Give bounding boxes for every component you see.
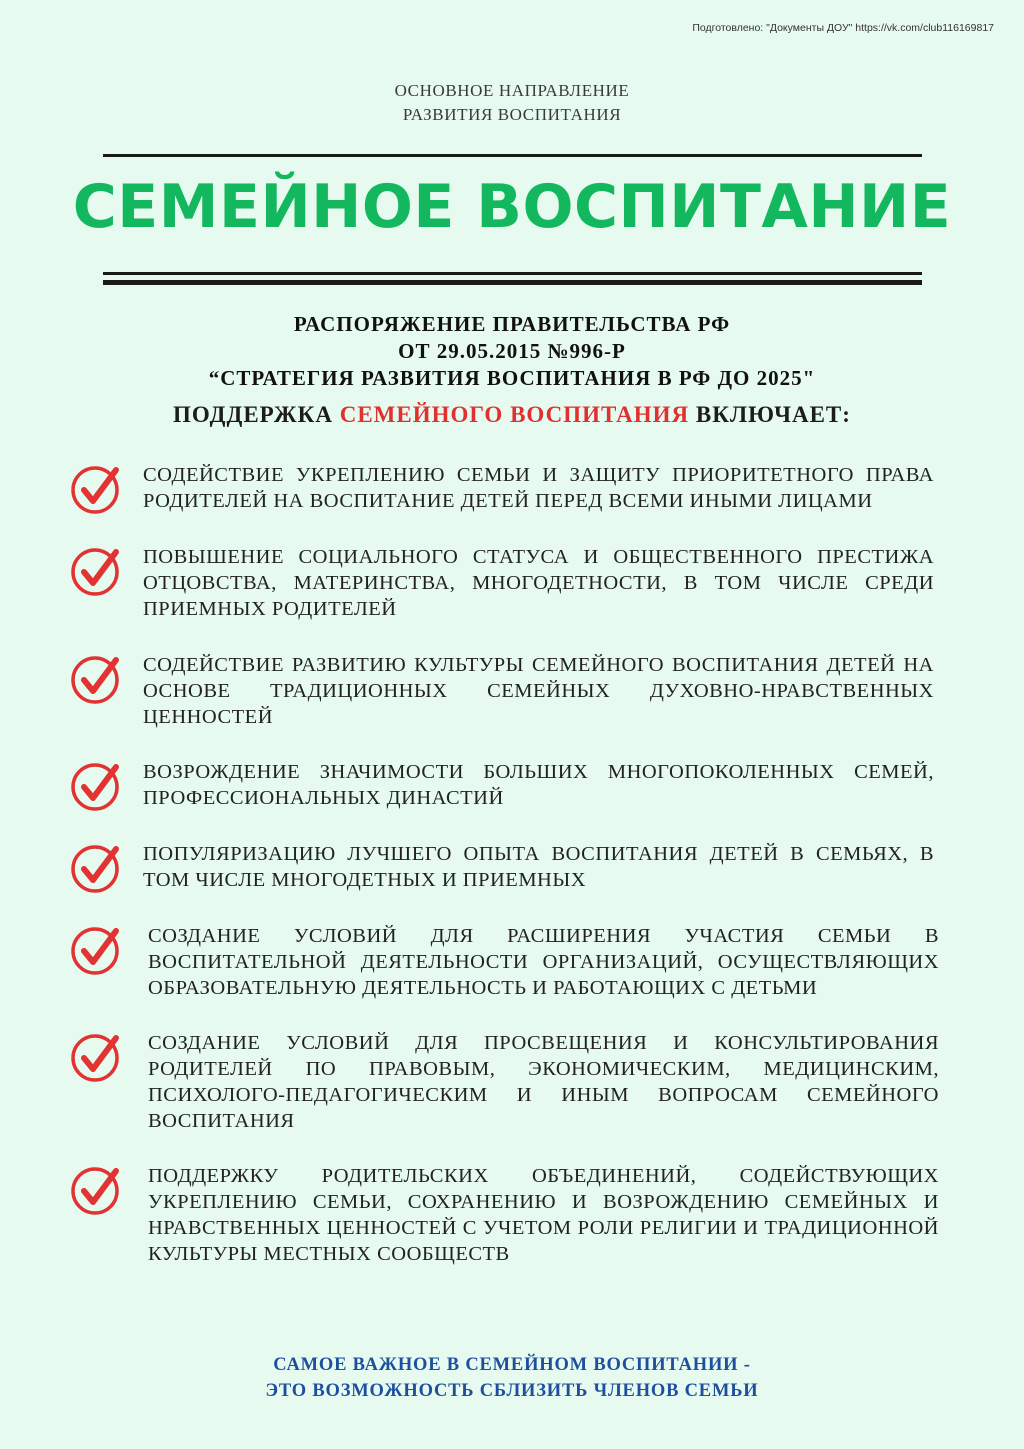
heading-lead: ПОДДЕРЖКА (173, 402, 340, 427)
list-item (70, 462, 934, 522)
list-item (70, 1163, 939, 1269)
decree-line-3: “СТРАТЕГИЯ РАЗВИТИЯ ВОСПИТАНИЯ В РФ ДО 2025" (208, 366, 816, 390)
check-circle-icon (70, 1030, 124, 1084)
check-circle-icon (70, 759, 124, 813)
double-divider-thin (103, 272, 922, 275)
list-item (70, 544, 934, 624)
page-title: СЕМЕЙНОЕ ВОСПИТАНИЕ (72, 172, 952, 242)
check-circle-icon (70, 1163, 124, 1217)
heading-accent: СЕМЕЙНОГО ВОСПИТАНИЯ (339, 402, 690, 427)
footer-quote (0, 1352, 1024, 1404)
item-text: СОДЕЙСТВИЕ УКРЕПЛЕНИЮ СЕМЬИ И ЗАЩИТУ ПРИОРИТЕТНОГО ПРАВА РОДИТЕЛЕЙ НА ВОСПИТАНИЕ ДЕТЕЙ ПЕРЕД ВСЕМИ ИНЫМИ ЛИЦАМИ (143, 464, 934, 512)
check-circle-icon (70, 923, 124, 977)
item-text: СОЗДАНИЕ УСЛОВИЙ ДЛЯ ПРОСВЕЩЕНИЯ И КОНСУЛЬТИРОВАНИЯ РОДИТЕЛЕЙ ПО ПРАВОВЫМ, ЭКОНОМИЧЕСКИМ, МЕДИЦИНСКИМ, ПСИХОЛОГО-ПЕДАГОГИЧЕСКИМ И ИНЫМ ВОПРОСАМ СЕМЕЙНОГО ВОСПИТАНИЯ (148, 1032, 939, 1132)
double-divider-thick (103, 280, 922, 285)
item-text: ВОЗРОЖДЕНИЕ ЗНАЧИМОСТИ БОЛЬШИХ МНОГОПОКОЛЕННЫХ СЕМЕЙ, ПРОФЕССИОНАЛЬНЫХ ДИНАСТИЙ (143, 761, 934, 809)
list-item (70, 1030, 939, 1136)
item-text: ПОПУЛЯРИЗАЦИЮ ЛУЧШЕГО ОПЫТА ВОСПИТАНИЯ ДЕТЕЙ В СЕМЬЯХ, В ТОМ ЧИСЛЕ МНОГОДЕТНЫХ И ПРИЕМНЫХ (143, 843, 934, 891)
item-text: СОДЕЙСТВИЕ РАЗВИТИЮ КУЛЬТУРЫ СЕМЕЙНОГО ВОСПИТАНИЯ ДЕТЕЙ НА ОСНОВЕ ТРАДИЦИОННЫХ СЕМЕЙНЫХ ДУХОВНО-НРАВСТВЕННЫХ ЦЕННОСТЕЙ (143, 654, 934, 728)
kicker (0, 79, 1024, 127)
kicker-line-1: ОСНОВНОЕ НАПРАВЛЕНИЕ (394, 81, 630, 100)
kicker-line-2: РАЗВИТИЯ ВОСПИТАНИЯ (402, 105, 622, 124)
decree-line-2: ОТ 29.05.2015 №996-Р (398, 339, 626, 363)
decree-reference (0, 311, 1024, 392)
check-circle-icon (70, 652, 124, 706)
footer-line-1: САМОЕ ВАЖНОЕ В СЕМЕЙНОМ ВОСПИТАНИИ - (273, 1355, 751, 1375)
list-item (70, 923, 939, 1003)
check-circle-icon (70, 841, 124, 895)
decree-line-1: РАСПОРЯЖЕНИЕ ПРАВИТЕЛЬСТВА РФ (293, 312, 731, 336)
footer-line-2: ЭТО ВОЗМОЖНОСТЬ СБЛИЗИТЬ ЧЛЕНОВ СЕМЬИ (265, 1381, 759, 1401)
item-text: СОЗДАНИЕ УСЛОВИЙ ДЛЯ РАСШИРЕНИЯ УЧАСТИЯ СЕМЬИ В ВОСПИТАТЕЛЬНОЙ ДЕЯТЕЛЬНОСТИ ОРГАНИЗАЦИЙ, ОСУЩЕСТВЛЯЮЩИХ ОБРАЗОВАТЕЛЬНУЮ ДЕЯТЕЛЬНОСТЬ И РАБОТАЮЩИХ С ДЕТЬМИ (148, 925, 939, 999)
list-item (70, 652, 934, 732)
check-circle-icon (70, 544, 124, 598)
list-item (70, 759, 934, 815)
list-item (70, 841, 934, 897)
top-divider (103, 154, 922, 157)
heading-tail: ВКЛЮЧАЕТ: (689, 402, 851, 427)
item-text: ПОДДЕРЖКУ РОДИТЕЛЬСКИХ ОБЪЕДИНЕНИЙ, СОДЕЙСТВУЮЩИХ УКРЕПЛЕНИЮ СЕМЬИ, СОХРАНЕНИЮ И ВОЗРОЖДЕНИЮ СЕМЕЙНЫХ И НРАВСТВЕННЫХ ЦЕННОСТЕЙ С УЧЕТОМ РОЛИ РЕЛИГИИ И ТРАДИЦИОННОЙ КУЛЬТУРЫ МЕСТНЫХ СООБЩЕСТВ (148, 1165, 939, 1265)
check-circle-icon (70, 462, 124, 516)
credit-line: Подготовлено: "Документы ДОУ" https://vk.com/club116169817 (692, 22, 994, 34)
item-text: ПОВЫШЕНИЕ СОЦИАЛЬНОГО СТАТУСА И ОБЩЕСТВЕННОГО ПРЕСТИЖА ОТЦОВСТВА, МАТЕРИНСТВА, МНОГОДЕТНОСТИ, В ТОМ ЧИСЛЕ СРЕДИ ПРИЕМНЫХ РОДИТЕЛЕЙ (143, 546, 934, 620)
section-heading (0, 402, 1024, 428)
